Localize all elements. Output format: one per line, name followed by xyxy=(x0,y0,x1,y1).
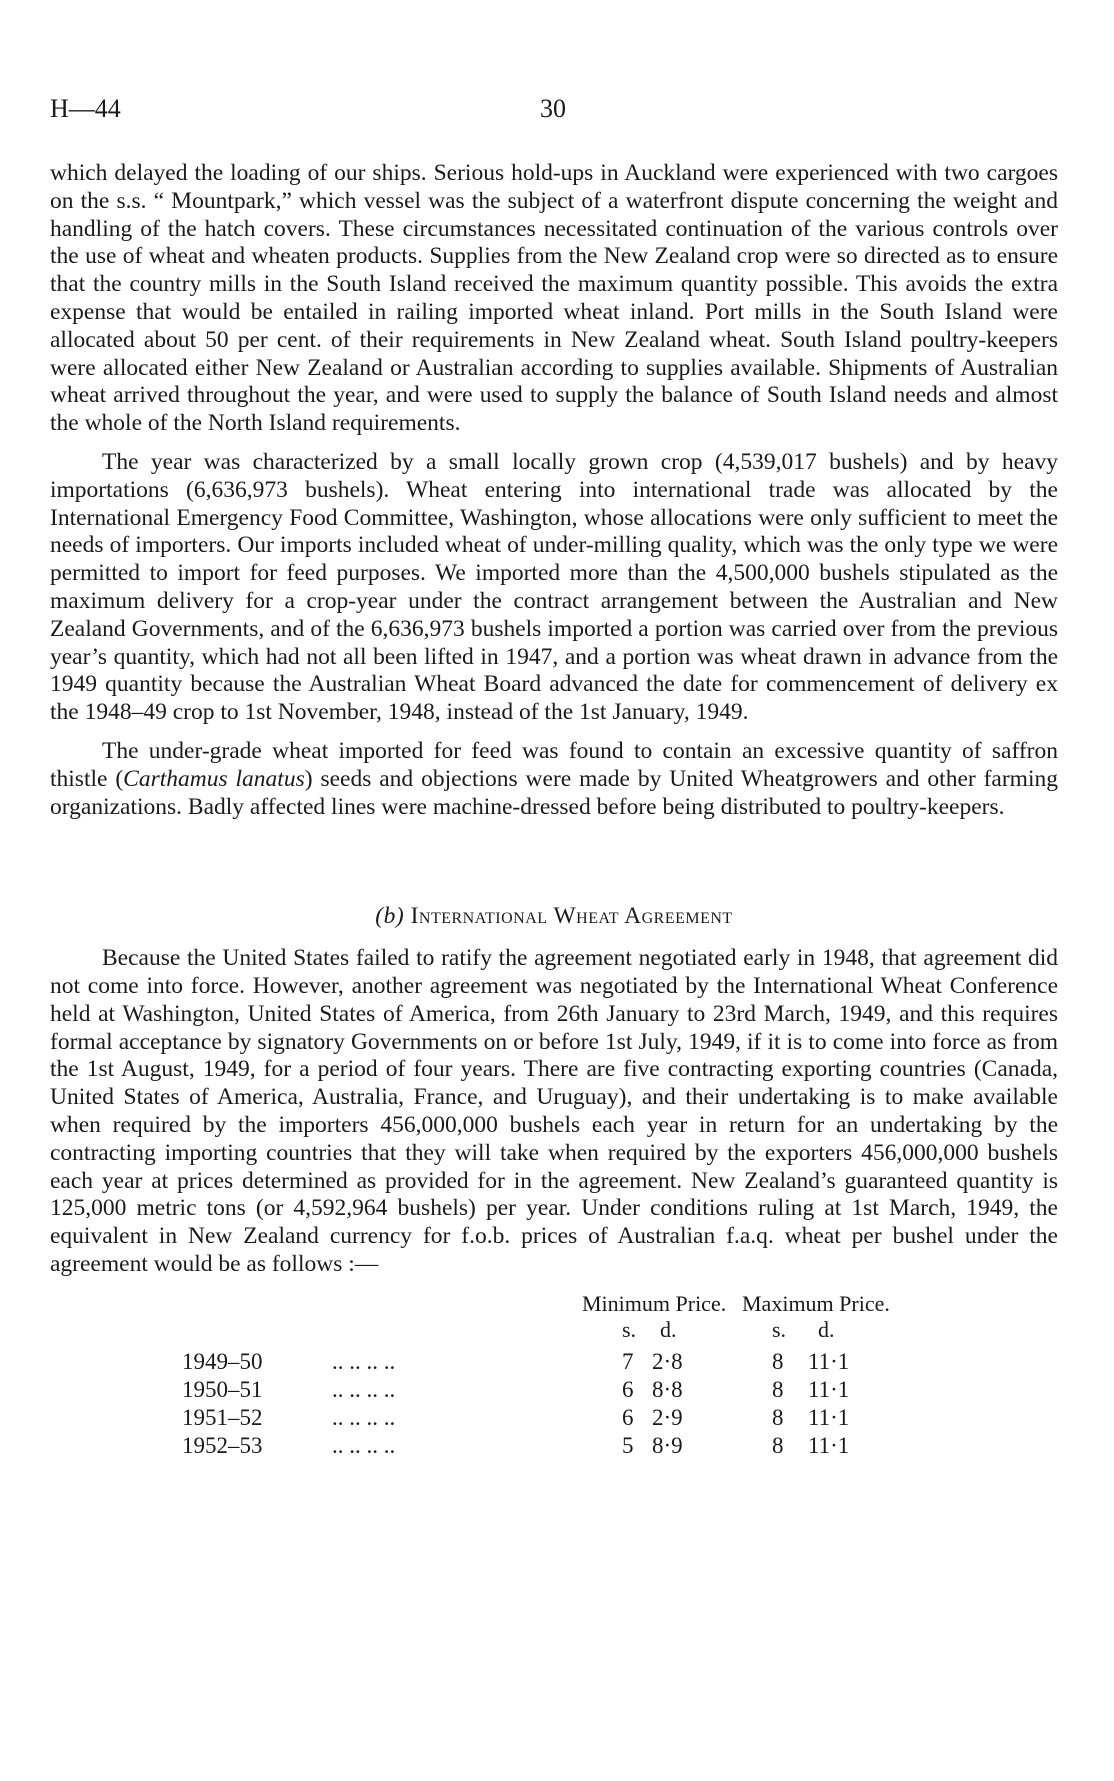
paragraph-wheat-agreement: Because the United States failed to ratify the agreement negotiated early in 1948, that agreement did not come into force. However, another agreement was negotiated by the International Wheat Conference held at Washington, United States of America, from 26th January to 23rd March, 1949, and this requires formal acceptance by signatory Governments on or before 1st July, 1949, if it is to come into force as from the 1st August, 1949, for a period of four years. There are five contracting exporting countries (Canada, United States of America, Australia, France, and Uruguay), and their undertaking is to make available when required by the importers 456,000,000 bushels each year in return for an undertaking by the contracting importing countries that they will take when required by the exporters 456,000,000 bushels each year at prices determined as provided for in the agreement. New Zealand’s guaranteed quantity is 125,000 metric tons (or 4,592,964 bushels) per year. Under conditions ruling at 1st March, 1949, the equivalent in New Zealand currency for f.o.b. prices of Australian f.a.q. wheat per bushel under the agreement would be as follows :— xyxy=(50,945,1058,1277)
max-shillings-header: s. xyxy=(772,1316,787,1342)
max-pence-cell: 11·1 xyxy=(808,1404,850,1430)
minimum-price-header: Minimum Price. xyxy=(582,1290,727,1316)
dot-leader: .. .. .. .. xyxy=(332,1348,396,1374)
min-shillings-header: s. xyxy=(622,1316,637,1342)
min-pence-cell: 8·9 xyxy=(652,1432,683,1458)
min-shillings-cell: 6 xyxy=(622,1376,634,1402)
max-pence-header: d. xyxy=(818,1316,835,1342)
maximum-price-header: Maximum Price. xyxy=(742,1290,890,1316)
price-table-header xyxy=(50,1290,1058,1346)
max-pence-cell: 11·1 xyxy=(808,1348,850,1374)
year-cell: 1952–53 xyxy=(182,1432,263,1458)
dot-leader: .. .. .. .. xyxy=(332,1376,396,1402)
dot-leader: .. .. .. .. xyxy=(332,1404,396,1430)
min-pence-cell: 2·9 xyxy=(652,1404,683,1430)
page-header xyxy=(50,94,1058,128)
min-pence-header: d. xyxy=(660,1316,677,1342)
dot-leader: .. .. .. .. xyxy=(332,1432,396,1458)
year-cell: 1949–50 xyxy=(182,1348,263,1374)
min-shillings-cell: 5 xyxy=(622,1432,634,1458)
document-page xyxy=(50,0,1058,1781)
document-reference: H—44 xyxy=(50,94,121,123)
min-pence-cell: 2·8 xyxy=(652,1348,683,1374)
paragraph-continuation: which delayed the loading of our ships. Serious hold-ups in Auckland were experienced with two cargoes on the s.s. “ Mountpark,” which vessel was the subject of a waterfront dispute concerning the weight and handling of the hatch covers. These circumstances necessitated continuation of the various controls over the use of wheat and wheaten products. Supplies from the New Zealand crop were so directed as to ensure that the country mills in the South Island received the maximum quantity possible. This avoids the extra expense that would be entailed in railing imported wheat inland. Port mills in the South Island were allocated about 50 per cent. of their requirements in New Zealand wheat. South Island poultry-keepers were allocated either New Zealand or Australian according to supplies available. Shipments of Australian wheat arrived throughout the year, and were used to supply the balance of South Island needs and almost the whole of the North Island requirements. xyxy=(50,160,1058,437)
min-pence-cell: 8·8 xyxy=(652,1376,683,1402)
paragraph-text-after: ) seeds and objections were made by United Wheatgrowers and other farming organizations. Badly affected lines were machine-dressed before being distributed to poultry-keepers. xyxy=(50,765,1058,820)
max-pence-cell: 11·1 xyxy=(808,1376,850,1402)
table-row xyxy=(50,1404,1058,1432)
section-label: (b) xyxy=(375,903,405,930)
body-text xyxy=(50,160,1058,1460)
year-cell: 1951–52 xyxy=(182,1404,263,1430)
paragraph-text-before: The under-grade wheat imported for feed was found to contain an excessive quantity of saffron thistle ( xyxy=(50,737,1058,792)
max-shillings-cell: 8 xyxy=(772,1432,784,1458)
price-table xyxy=(50,1290,1058,1460)
max-pence-cell: 11·1 xyxy=(808,1432,850,1458)
min-shillings-cell: 7 xyxy=(622,1348,634,1374)
paragraph-under-grade-wheat xyxy=(50,738,1058,821)
table-row xyxy=(50,1376,1058,1404)
section-heading xyxy=(50,903,1058,931)
max-shillings-cell: 8 xyxy=(772,1404,784,1430)
table-row xyxy=(50,1432,1058,1460)
year-cell: 1950–51 xyxy=(182,1376,263,1402)
paragraph-crop-year: The year was characterized by a small locally grown crop (4,539,017 bushels) and by heavy importations (6,636,973 bushels). Wheat entering into international trade was allocated by the International Emergency Food Committee, Washington, whose allocations were only sufficient to meet the needs of importers. Our imports included wheat of under-milling quality, which was the only type we were permitted to import for feed purposes. We imported more than the 4,500,000 bushels stipulated as the maximum delivery for a crop-year under the contract arrangement between the Australian and New Zealand Governments, and of the 6,636,973 bushels imported a portion was carried over from the previous year’s quantity, which had not all been lifted in 1947, and a portion was wheat drawn in advance from the 1949 quantity because the Australian Wheat Board advanced the date for commencement of delivery ex the 1948–49 crop to 1st November, 1948, instead of the 1st January, 1949. xyxy=(50,448,1058,726)
max-shillings-cell: 8 xyxy=(772,1348,784,1374)
table-row xyxy=(50,1348,1058,1376)
page-number: 30 xyxy=(540,94,566,123)
min-shillings-cell: 6 xyxy=(622,1404,634,1430)
species-name: Carthamus lanatus xyxy=(123,765,305,792)
max-shillings-cell: 8 xyxy=(772,1376,784,1402)
section-title: International Wheat Agreement xyxy=(410,903,733,930)
